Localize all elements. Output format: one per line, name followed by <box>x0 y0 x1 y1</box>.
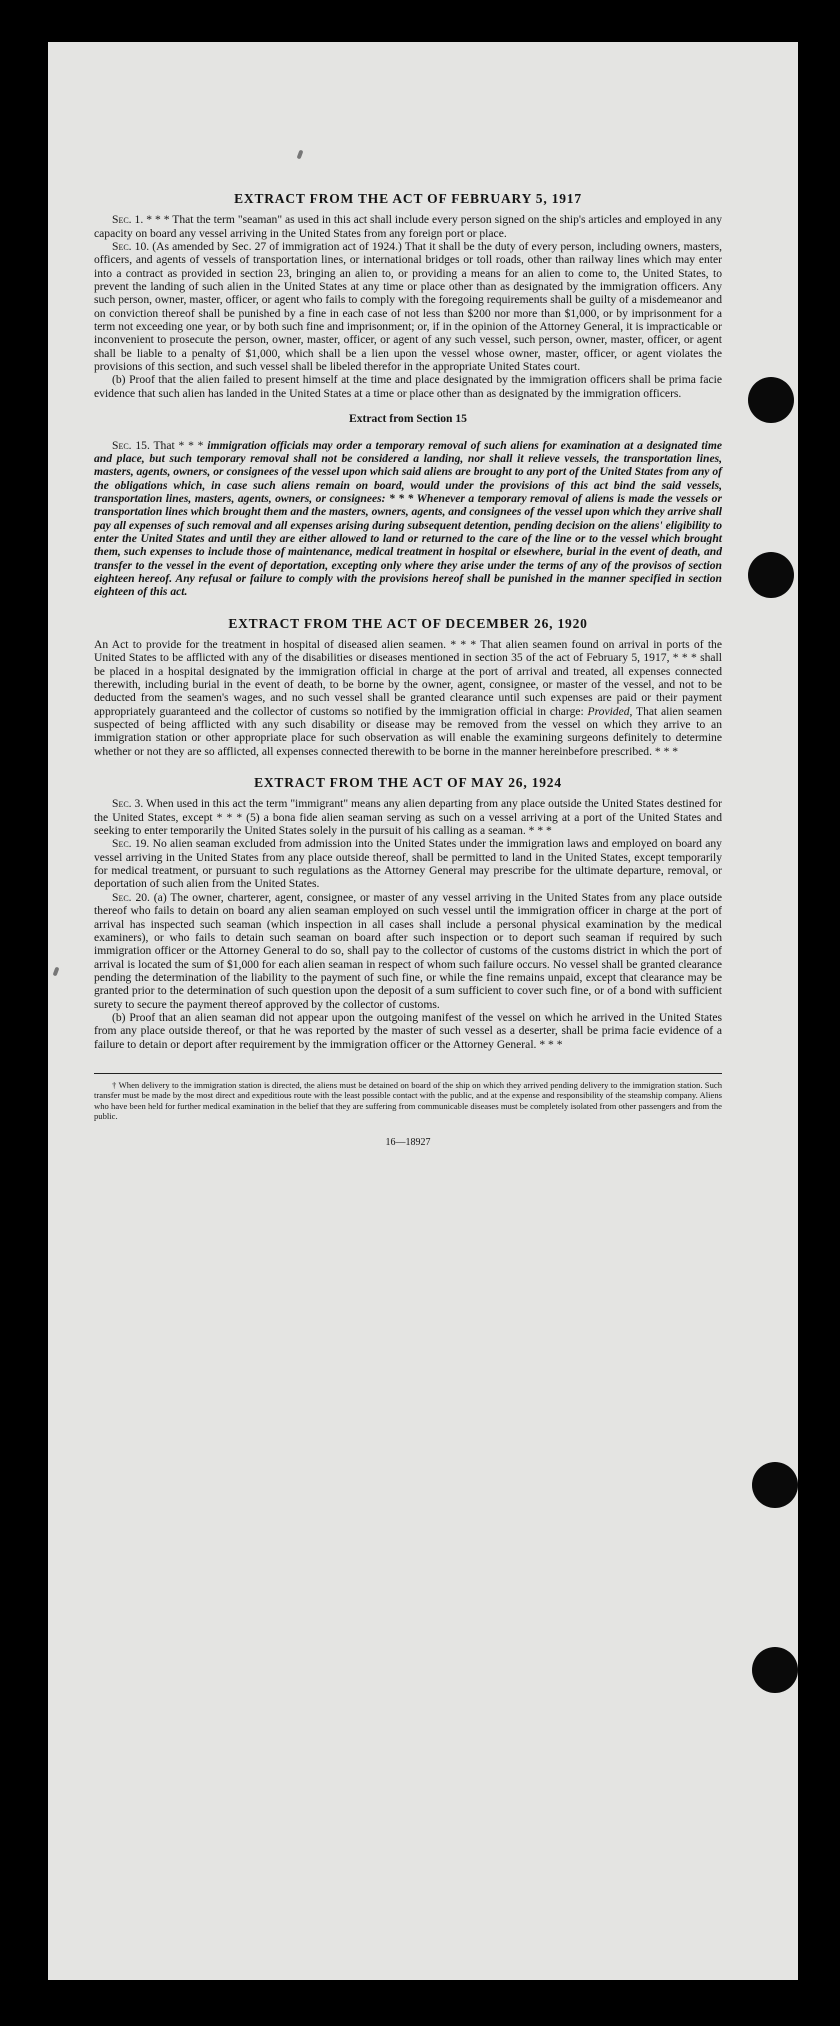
section-15 <box>94 439 722 599</box>
act-1920-text-part2: That alien seamen suspected of being afflicted with any such disability or disease may be removed from the vessel on which they arrive to an immigration station or other appropriate place for such observation as will enable the examining surgeons definitely to determine whether or not they are so afflicted, all expenses connected therewith to be borne in the manner hereinbefore prescribed. * * * <box>94 704 722 758</box>
document-page <box>48 42 798 1980</box>
document-body <box>94 192 722 1149</box>
section-15-text: immigration officials may order a temporary removal of such aliens for examination at a designated time and place, but such temporary removal shall not be considered a landing, nor shall it relieve vessels, the transportation lines, masters, agents, owners, or consignees of the vessel upon which said aliens are brought to any port of the United States from any of the obligations which, in case such aliens remain on board, would under the provisions of this act bind the said vessels, transportation lines, masters, agents, owners, or consignees: * * * Whenever a temporary removal of aliens is made the vessels or transportation lines which brought them and the masters, owners, agents, and consignees of the vessel upon which they arrive shall pay all expenses of such removal and all expenses arising during subsequent detention, pending decision on the aliens' eligibility to enter the United States and until they are either allowed to land or returned to the care of the line or to the vessel which brought them, such expenses to include those of maintenance, medical treatment in hospital or elsewhere, burial in the event of death, and transfer to the vessel in the event of deportation, excepting only where they arise under the terms of any of the provisos of section eighteen hereof. Any refusal or failure to comply with the provisions hereof shall be punished in the manner specified in section eighteen of this act. <box>94 438 722 599</box>
section-20-b: (b) Proof that an alien seaman did not appear upon the outgoing manifest of the vessel on which he arrived in the United States from any place outside thereof, or that he was reported by the master of such vessel as a deserter, shall be prima facie evidence of a failure to detain or deport after requirement by the immigration officer or the Attorney General. * * * <box>94 1010 722 1051</box>
section-20 <box>94 891 722 1011</box>
section-19-label: Sec. 19. <box>112 837 150 851</box>
punch-hole <box>748 552 794 598</box>
section-1-label: Sec. 1. <box>112 213 144 227</box>
act-1920-text <box>94 638 722 758</box>
punch-hole <box>752 1462 798 1508</box>
section-10-b: (b) Proof that the alien failed to present himself at the time and place designated by the immigration officers shall be prima facie evidence that such alien has landed in the United States at a time or place other than as designated by the immigration officers. <box>94 373 722 400</box>
punch-hole <box>752 1647 798 1693</box>
section-1 <box>94 213 722 240</box>
section-15-lead: That * * * <box>149 438 208 452</box>
section-10-label: Sec. 10. <box>112 240 150 254</box>
heading-act-1924: EXTRACT FROM THE ACT OF MAY 26, 1924 <box>254 775 562 791</box>
section-1-text: * * * That the term "seaman" as used in this act shall include every person signed on the ship's articles and employed in any capacity on board any vessel arriving in the United States from any foreign port or place. <box>94 213 722 240</box>
page-number: 16—18927 <box>385 1136 431 1148</box>
section-15-label: Sec. 15. <box>112 438 150 452</box>
heading-act-1920: EXTRACT FROM THE ACT OF DECEMBER 26, 1920 <box>228 615 588 631</box>
ink-smudge <box>53 967 60 977</box>
ink-smudge <box>297 150 304 160</box>
punch-hole <box>748 377 794 423</box>
section-3 <box>94 797 722 837</box>
footnote: † When delivery to the immigration station is directed, the aliens must be detained on board of the ship on which they arrived pending delivery to the immigration station. Such transfer must be made by the most direct and expeditious route with the least possible contact with the public, and at the expense and responsibility of the steamship company. Aliens who have been held for further medical examination in the belief that they are suffering from communicable diseases must be completely isolated from other passengers and from the public. <box>94 1079 722 1122</box>
act-1920-provided: Provided, <box>587 704 633 718</box>
section-19-text: No alien seaman excluded from admission into the United States under the immigration laws and employed on board any vessel arriving in the United States from any place outside thereof, shall be permitted to land in the United States, except temporarily for medical treatment, or pursuant to such regulations as the Attorney General may prescribe for the ultimate departure, removal, or deportation of such alien from the United States. <box>94 837 722 891</box>
subheading-section-15: Extract from Section 15 <box>349 412 467 426</box>
section-3-label: Sec. 3. <box>112 797 144 811</box>
section-3-text: When used in this act the term "immigrant" means any alien departing from any place outside the United States destined for the United States, except * * * (5) a bona fide alien seaman serving as such on a vessel arriving at a port of the United States and seeking to enter temporarily the United States solely in the pursuit of his calling as a seaman. * * * <box>94 797 722 838</box>
section-20-text: (a) The owner, charterer, agent, consignee, or master of any vessel arriving in the United States from any place outside thereof who fails to detain on board any alien seaman employed on such vessel until the immigration officer in charge at the port of arrival has inspected such seaman (which inspection in all cases shall include a personal physical examination by the medical examiners), or who fails to detain such seaman on board after such inspection or to deport such seaman if required by such immigration officer or the Attorney General to do so, shall pay to the collector of customs of the customs district in which the port of arrival is located the sum of $1,000 for each alien seaman in respect of whom such failure occurs. No vessel shall be granted clearance pending the determination of the liability to the payment of such fine, or while the fine remains unpaid, except that clearance may be granted prior to the determination of such question upon the deposit of a sum sufficient to cover such fine, or of a bond with sufficient surety to secure the payment thereof approved by the collector of customs. <box>94 890 722 1011</box>
act-1920-text-part1: An Act to provide for the treatment in hospital of diseased alien seamen. * * * That alien seamen found on arrival in ports of the United States to be afflicted with any of the disabilities or diseases mentioned in section 35 of the act of February 5, 1917, * * * shall be placed in a hospital designated by the immigration official in charge at the port of arrival and treated, all expenses connected therewith, including burial in the event of death, to be borne by the owner, agent, consignee, or master of the vessel, and not to be deducted from the seamen's wages, and no such vessel shall be granted clearance until such expenses are paid or their payment appropriately guaranteed and the collector of customs so notified by the immigration official in charge: <box>94 637 722 718</box>
heading-act-1917: EXTRACT FROM THE ACT OF FEBRUARY 5, 1917 <box>234 191 582 206</box>
section-10-text: (As amended by Sec. 27 of immigration act of 1924.) That it shall be the duty of every person, including owners, masters, officers, and agents of vessels of transportation lines, or international bridges or toll roads, other than railway lines which may enter into a contract as provided in section 23, bringing an alien to, or providing a means for an alien to come to, the United States, to prevent the landing of such alien in the United States at any time or place other than as designated by the immigration officers. Any such person, owner, master, officer, or agent who fails to comply with the foregoing requirements shall be guilty of a misdemeanor and on conviction thereof shall be punished by a fine in each case of not less than $200 nor more than $1,000, or by imprisonment for a term not exceeding one year, or by both such fine and imprisonment; or, if in the opinion of the Attorney General, it is impracticable or inconvenient to prosecute the person, owner, master, officer, or agent of any such vessel, such person, owner, master, officer, or agent shall be liable to a penalty of $1,000, which shall be a lien upon the vessel whose owner, master, officer, or agent violates the provisions of this section, and such vessel shall be libeled therefor in the appropriate United States court. <box>94 240 722 374</box>
section-19 <box>94 837 722 890</box>
section-10 <box>94 240 722 373</box>
footnote-divider <box>94 1073 722 1074</box>
section-20-label: Sec. 20. <box>112 890 150 904</box>
